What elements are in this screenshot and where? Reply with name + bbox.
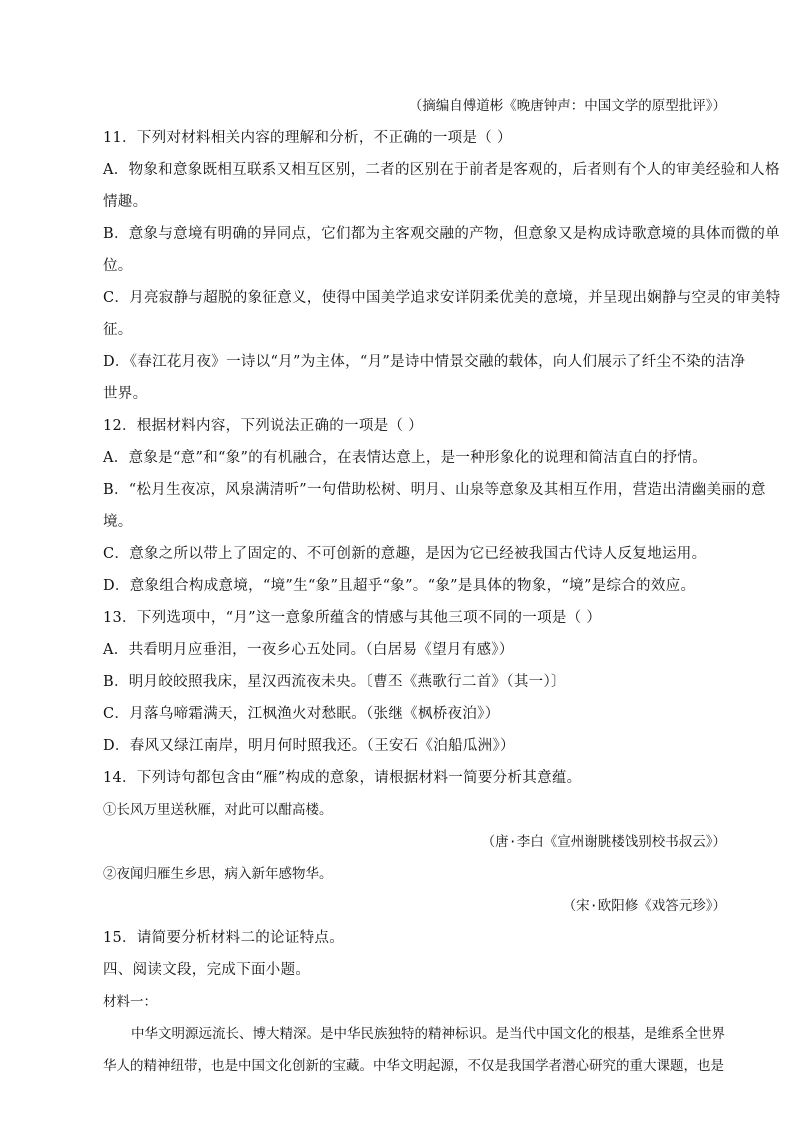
question-13-option-d: D．春风又绿江南岸，明月何时照我还。（王安石《泊船瓜洲》） bbox=[103, 738, 515, 754]
question-11-option-d-cont: 世界。 bbox=[103, 386, 148, 402]
question-11-option-c-cont: 征。 bbox=[103, 322, 133, 338]
question-12-option-b: B．“松月生夜凉，风泉满清听”一句借助松树、明月、山泉等意象及其相互作用，营造出清幽美丽的意 bbox=[103, 482, 766, 498]
question-11-option-d: D．《春江花月夜》一诗以“月”为主体，“月”是诗中情景交融的载体，向人们展示了纤尘不染的洁净 bbox=[103, 354, 746, 370]
question-11-stem: 11．下列对材料相关内容的理解和分析，不正确的一项是（ ） bbox=[103, 130, 512, 146]
question-14-stem: 14．下列诗句都包含由“雁”构成的意象，请根据材料一简要分析其意蕴。 bbox=[103, 770, 582, 786]
material-paragraph-line-2: 华人的精神纽带，也是中国文化创新的宝藏。中华文明起源，不仅是我国学者潜心研究的重大课题，也是 bbox=[103, 1058, 724, 1074]
question-13-stem: 13．下列选项中，“月”这一意象所蕴含的情感与其他三项不同的一项是（ ） bbox=[103, 610, 602, 626]
question-12-option-a: A．意象是“意”和“象”的有机融合，在表情达意上，是一种形象化的说理和简洁直白的抒情。 bbox=[103, 450, 708, 466]
poem-1-source: （唐·李白《宣州谢朓楼饯别校书叔云》） bbox=[481, 834, 726, 850]
question-12-option-c: C．意象之所以带上了固定的、不可创新的意趣，是因为它已经被我国古代诗人反复地运用。 bbox=[103, 546, 707, 562]
source-note: （摘编自傅道彬《晚唐钟声：中国文学的原型批评》） bbox=[408, 98, 726, 114]
question-12-option-d: D．意象组合构成意境，“境”生“象”且超乎“象”。“象”是具体的物象，“境”是综合的效应。 bbox=[103, 578, 696, 594]
section-4-title: 四、阅读文段，完成下面小题。 bbox=[103, 962, 311, 978]
material-paragraph-line-1: 中华文明源远流长、博大精深。是中华民族独特的精神标识。是当代中国文化的根基，是维系全世界 bbox=[131, 1026, 725, 1042]
poem-line-1: ①长风万里送秋雁，对此可以酣高楼。 bbox=[103, 802, 333, 818]
question-11-option-a: A．物象和意象既相互联系又相互区别，二者的区别在于前者是客观的，后者则有个人的审美经验和人格 bbox=[103, 162, 780, 178]
question-13-option-a: A．共看明月应垂泪，一夜乡心五处同。（白居易《望月有感》） bbox=[103, 642, 514, 658]
question-15-stem: 15．请简要分析材料二的论证特点。 bbox=[103, 930, 345, 946]
question-12-option-b-cont: 境。 bbox=[103, 514, 133, 530]
poem-line-2: ②夜闻归雁生乡思，病入新年感物华。 bbox=[103, 866, 333, 882]
material-label: 材料一： bbox=[103, 994, 157, 1010]
poem-2-source: （宋·欧阳修《戏答元珍》） bbox=[562, 898, 726, 914]
question-13-option-c: C．月落乌啼霜满天，江枫渔火对愁眠。（张继《枫桥夜泊》） bbox=[103, 706, 500, 722]
question-11-option-c: C．月亮寂静与超脱的象征意义，使得中国美学追求安详阴柔优美的意境，并呈现出娴静与空灵的审美特 bbox=[103, 290, 781, 306]
question-12-stem: 12．根据材料内容，下列说法正确的一项是（ ） bbox=[103, 418, 423, 434]
question-11-option-b: B．意象与意境有明确的异同点，它们都为主客观交融的产物，但意象又是构成诗歌意境的具体而微的单 bbox=[103, 226, 780, 242]
question-13-option-b: B．明月皎皎照我床，星汉西流夜未央。〔曹丕《燕歌行二首》（其一）〕 bbox=[103, 674, 566, 690]
question-11-option-b-cont: 位。 bbox=[103, 258, 133, 274]
question-11-option-a-cont: 情趣。 bbox=[103, 194, 148, 210]
